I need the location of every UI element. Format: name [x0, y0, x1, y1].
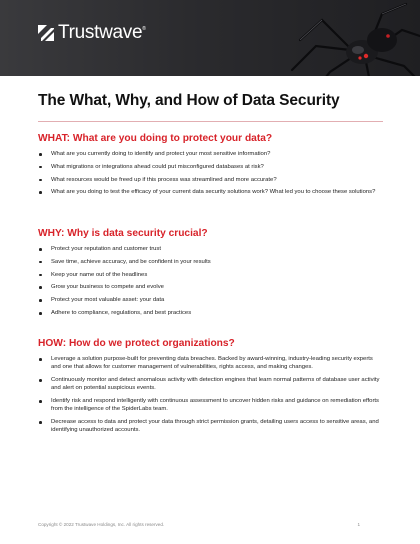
list-item: What resources would be freed up if this process was streamlined and more accurate?: [38, 176, 383, 184]
list-item: Decrease access to data and protect your data through strict permission grants, detailing users access to sensitive areas, and identifying unauthorized accounts.: [38, 418, 383, 434]
why-section: [38, 228, 383, 322]
what-list: [38, 150, 383, 197]
page-number: 1: [357, 522, 360, 527]
list-item: Protect your most valuable asset: your data: [38, 296, 383, 304]
list-item: Keep your name out of the headlines: [38, 271, 383, 279]
what-heading: [38, 133, 383, 144]
title-divider: [38, 121, 383, 122]
how-heading-question: : How do we protect organizations?: [62, 338, 235, 349]
list-item: Save time, achieve accuracy, and be confident in your results: [38, 258, 383, 266]
spider-robot-icon: [270, 0, 420, 76]
copyright-text: Copyright © 2022 Trustwave Holdings, Inc. All rights reserved.: [38, 522, 165, 527]
list-item: What migrations or integrations ahead could put misconfigured databases at risk?: [38, 163, 383, 171]
registered-mark: ®: [142, 26, 146, 32]
trustwave-logo: [38, 23, 146, 43]
how-list: [38, 355, 383, 434]
how-heading: [38, 338, 383, 349]
what-section: [38, 133, 383, 201]
trustwave-logo-icon: [38, 25, 54, 41]
why-heading-question: : Why is data security crucial?: [61, 228, 208, 239]
how-section: [38, 338, 383, 439]
page-title: The What, Why, and How of Data Security: [38, 92, 340, 109]
list-item: Continuously monitor and detect anomalous activity with detection engines that learn normal patterns of database user activity and alert on potential suspicious events.: [38, 376, 383, 392]
list-item: Adhere to compliance, regulations, and best practices: [38, 309, 383, 317]
list-item: What are you doing to test the efficacy of your current data security solutions work? What led you to choose these solutions?: [38, 188, 383, 196]
why-list: [38, 245, 383, 317]
list-item: Identify risk and respond intelligently with continuous assessment to uncover hidden risks and guidance on remediation efforts from the intelligence of the SpiderLabs team.: [38, 397, 383, 413]
what-heading-lead: WHAT: [38, 133, 67, 144]
how-heading-lead: HOW: [38, 338, 63, 349]
what-heading-question: : What are you doing to protect your data?: [66, 133, 273, 144]
why-heading: [38, 228, 383, 239]
list-item: Grow your business to compete and evolve: [38, 283, 383, 291]
why-heading-lead: WHY: [38, 228, 62, 239]
header-banner: [0, 0, 420, 76]
list-item: Protect your reputation and customer trust: [38, 245, 383, 253]
logo-text: Trustwave: [58, 22, 143, 43]
footer: [38, 522, 360, 527]
list-item: Leverage a solution purpose-built for preventing data breaches. Backed by award-winning, industry-leading security experts and one that allows for customer management of vulnerabilities, rights access, and making changes.: [38, 355, 383, 371]
list-item: What are you currently doing to identify and protect your most sensitive information?: [38, 150, 383, 158]
